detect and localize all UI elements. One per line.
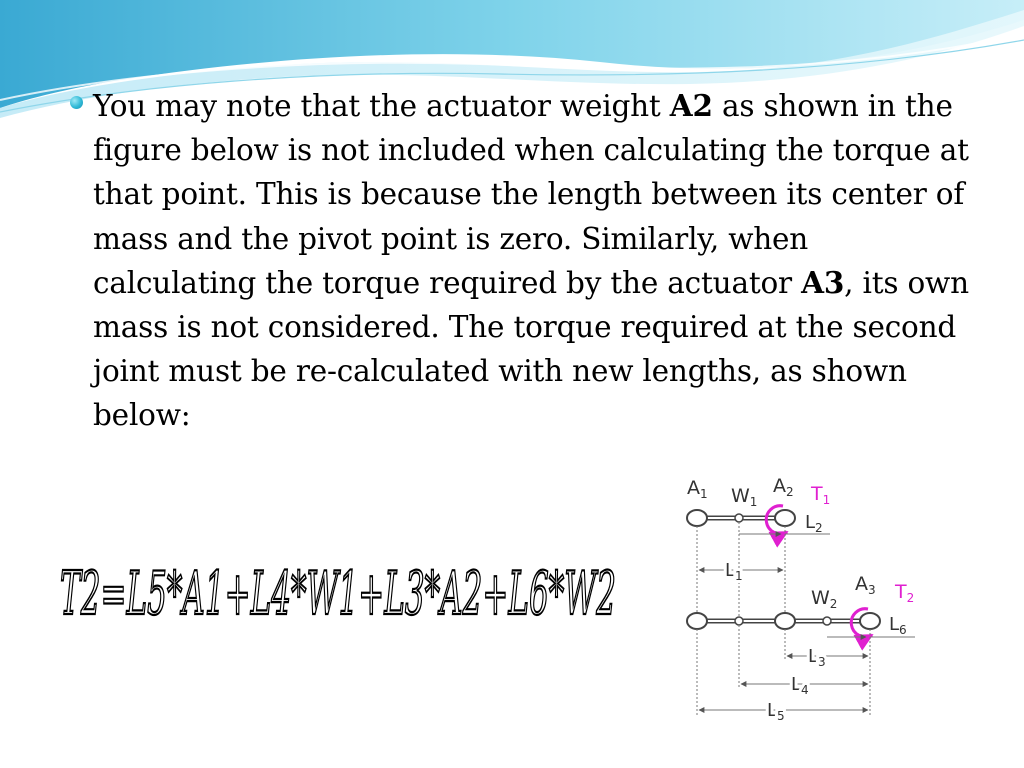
torque-formula	[60, 548, 620, 628]
weight-w2	[823, 617, 831, 625]
label-t2: $T_2$	[895, 581, 915, 605]
joint-a1-lower	[687, 613, 707, 629]
paragraph-text-3: , its own mass is not considered. The torque required at the second joint must be re-calculated with new lengths, as shown below:	[93, 265, 969, 433]
upper-arm	[687, 506, 795, 534]
label-l5: $L_5$	[767, 700, 785, 723]
joint-a3	[860, 613, 880, 629]
label-l1: $L_1$	[725, 560, 743, 583]
joint-a1	[687, 510, 707, 526]
paragraph-text-2: as shown in the figure below is not included when calculating the torque at that point. This is because the length between its center of mass and the pivot point is zero. Similarly, when calculating the torque required by the actuator	[93, 89, 969, 300]
label-w2: $W_2$	[811, 587, 838, 611]
label-l3: $L_3$	[808, 646, 826, 669]
label-a2: $A_2$	[773, 475, 794, 499]
label-l2: $L_2$	[805, 512, 823, 535]
bullet-paragraph	[93, 84, 973, 438]
label-t1: $T_1$	[811, 483, 831, 507]
label-w1: $W_1$	[731, 485, 758, 509]
torque-formula-text: T2=L5*A1+L4*W1+L3*A2+L6*W2	[60, 559, 616, 628]
bullet-icon	[70, 96, 83, 109]
joint-a2-lower	[775, 613, 795, 629]
arm-figure	[615, 466, 985, 746]
weight-w1-lower	[735, 617, 743, 625]
weight-w1	[735, 514, 743, 522]
label-a1: $A_1$	[687, 477, 708, 501]
label-a3: $A_3$	[855, 573, 876, 597]
label-l4: $L_4$	[791, 674, 809, 697]
paragraph-text-1: You may note that the actuator weight	[93, 89, 670, 123]
joint-a2	[775, 510, 795, 526]
label-l6: $L_6$	[889, 614, 907, 637]
actuator-a2-label: A2	[669, 88, 713, 123]
lower-arm	[687, 609, 880, 637]
actuator-a3-label: A3	[801, 264, 845, 300]
